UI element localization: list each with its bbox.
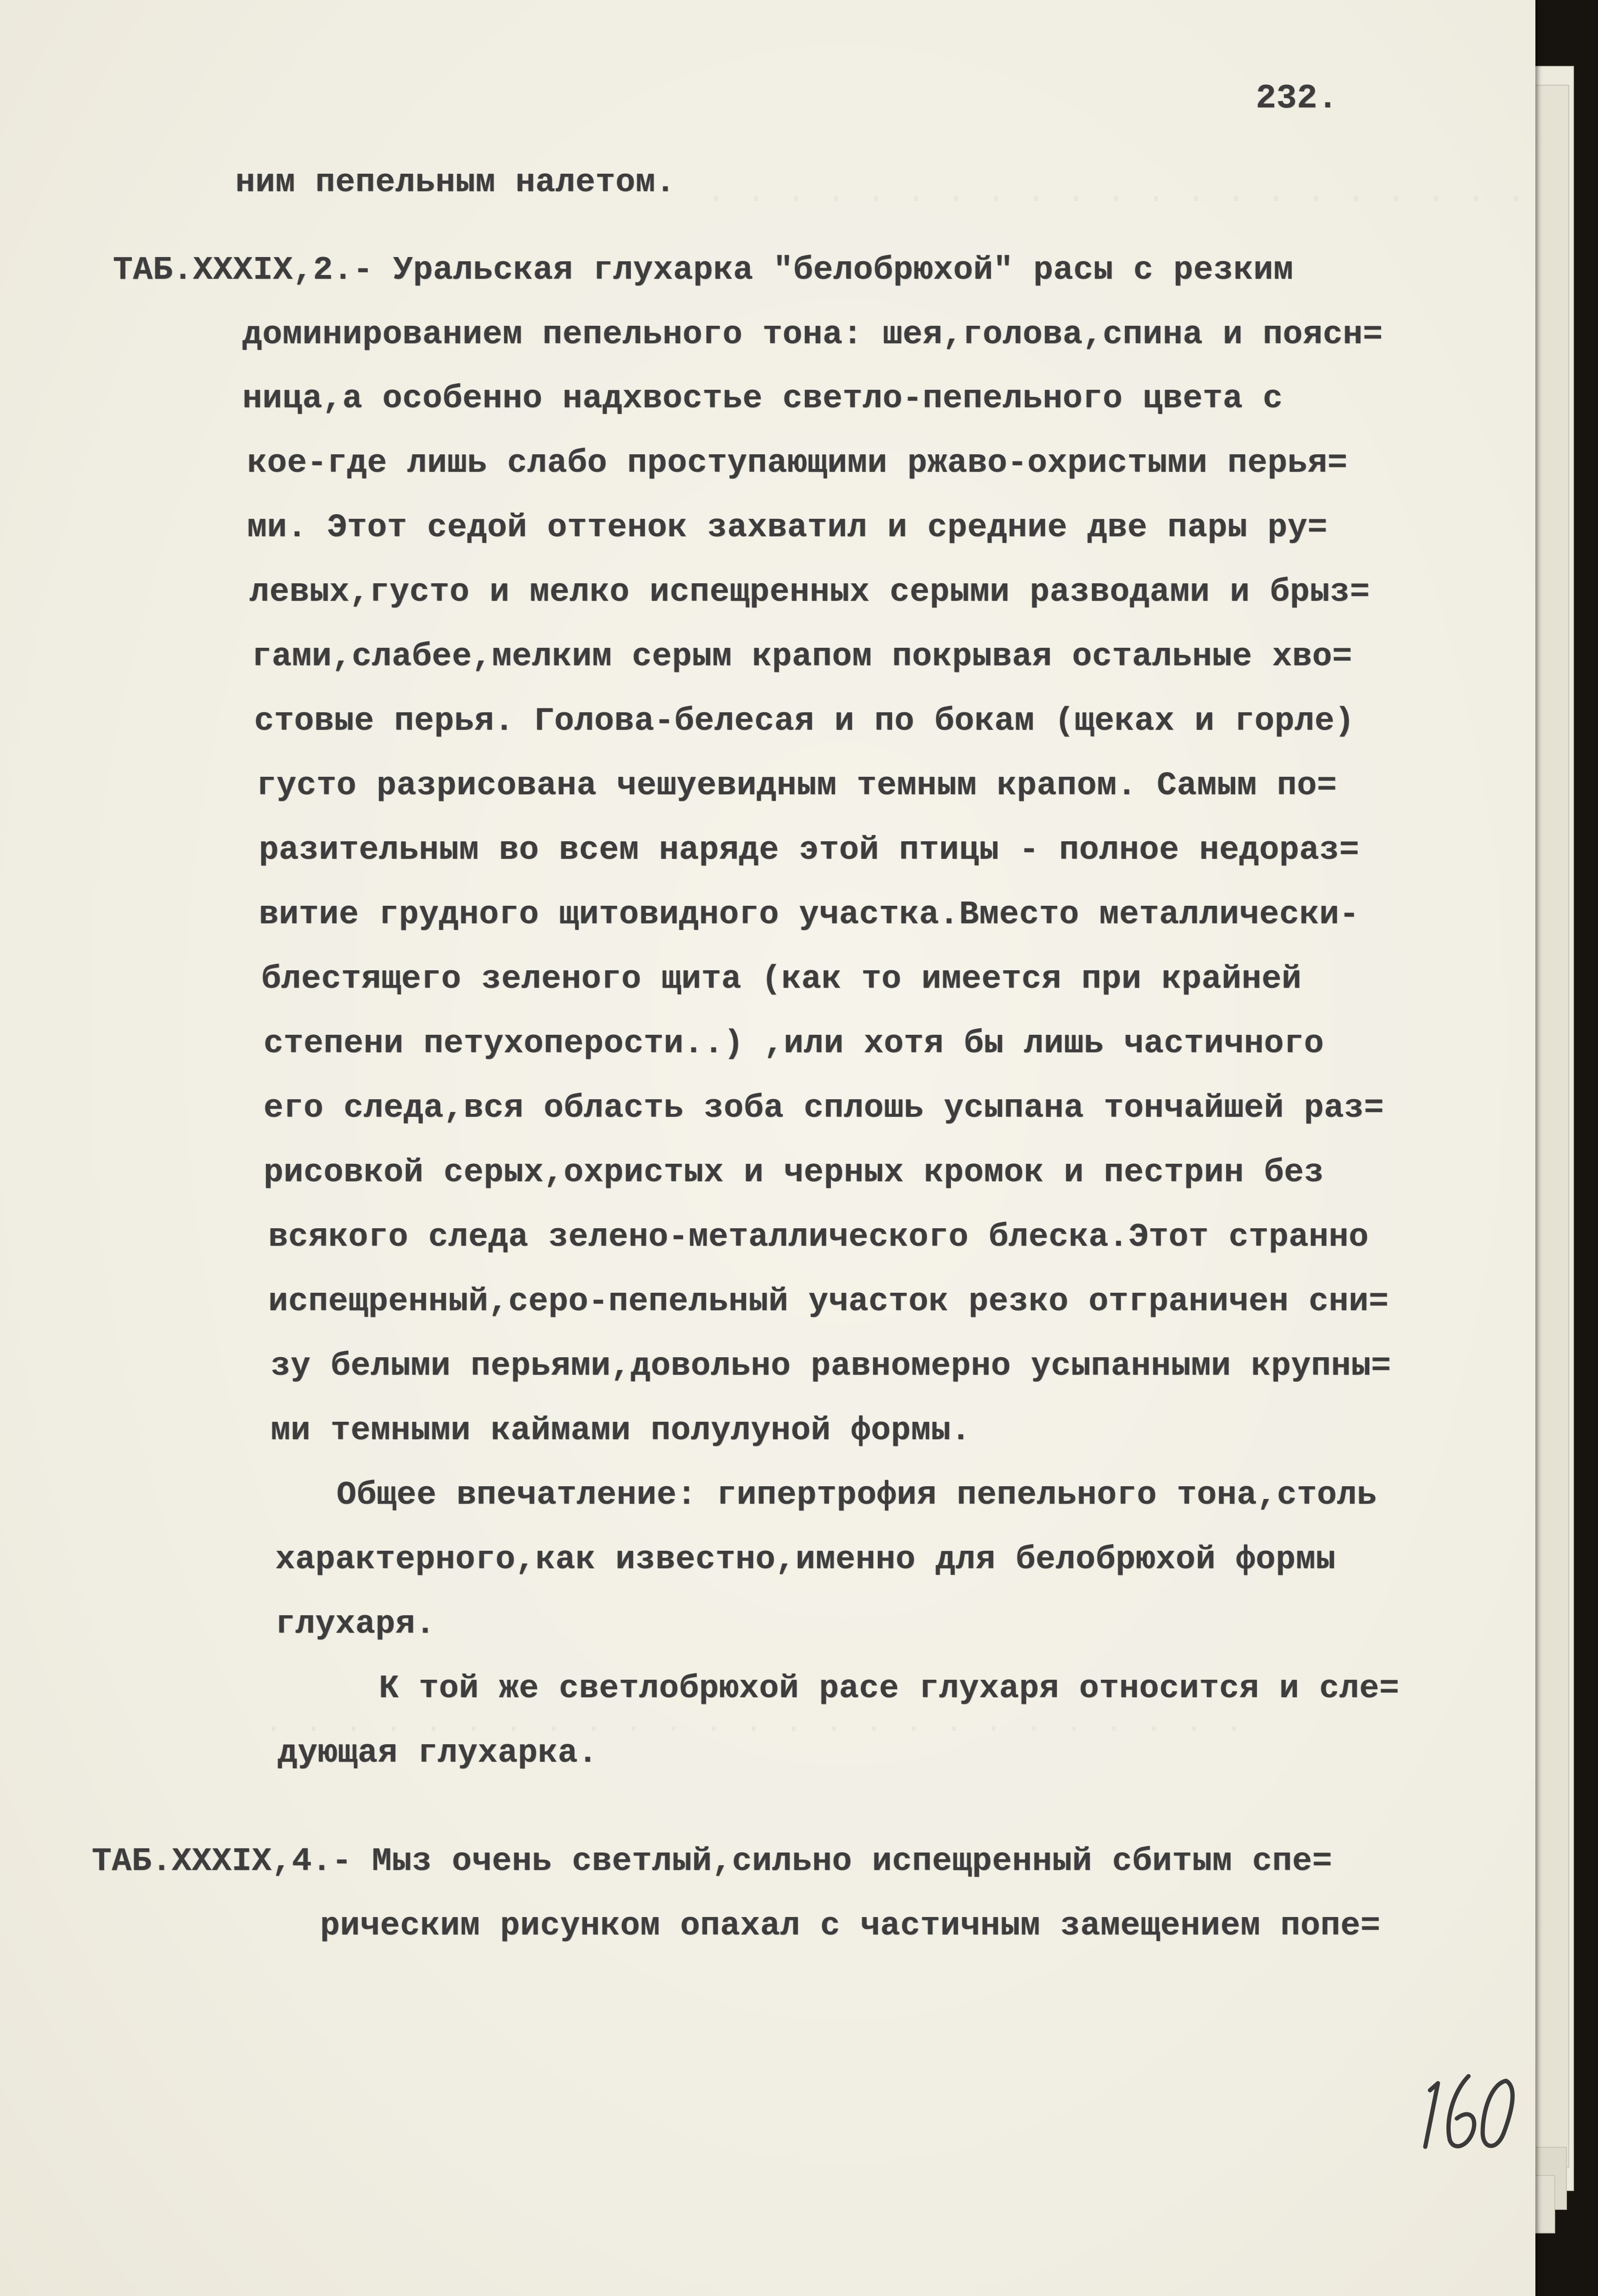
text-line: густо разрисована чешуевидным темным крапом. Самым по= xyxy=(257,767,1337,805)
text-line: испещренный,серо-пепельный участок резко отграничен сни= xyxy=(268,1283,1389,1321)
text-line: степени петухоперости..) ,или хотя бы лишь частичного xyxy=(264,1025,1324,1063)
archive-folio-number xyxy=(1412,2038,1534,2161)
text-line: ним пепельным налетом. xyxy=(235,164,676,201)
text-line: кое-где лишь слабо проступающими ржаво-охристыми перья= xyxy=(247,445,1348,482)
text-line: рическим рисунком опахал с частичным замещением попе= xyxy=(320,1908,1381,1945)
text-line: его следа,вся область зоба сплошь усыпана тончайшей раз= xyxy=(264,1090,1384,1127)
text-line: витие грудного щитовидного участка.Вместо металлически- xyxy=(259,896,1359,934)
page-number: 232. xyxy=(1256,79,1338,118)
text-line: рисовкой серых,охристых и черных кромок и пестрин без xyxy=(264,1154,1324,1192)
text-line: ми темными каймами полулуной формы. xyxy=(271,1412,971,1450)
text-line: характерного,как известно,именно для белобрюхой формы xyxy=(275,1541,1336,1579)
text-line: стовые перья. Голова-белесая и по бокам (щеках и горле) xyxy=(254,703,1355,740)
text-line: доминированием пепельного тона: шея,голова,спина и поясн= xyxy=(242,316,1383,354)
show-through-text: . . . . . . . . . . . . . . . . . . . . . xyxy=(706,174,1526,211)
text-line: Общее впечатление: гипертрофия пепельного тона,столь xyxy=(337,1477,1377,1514)
text-line: К той же светлобрюхой расе глухаря относится и сле= xyxy=(379,1670,1399,1708)
text-line: ТАБ.XXXIX,2.- Уральская глухарка "белобрюхой" расы с резким xyxy=(113,252,1293,289)
show-through-text: . . . . . . . . . . . . . . . . . . . . . . . . . xyxy=(264,1704,1244,1741)
text-line: всякого следа зелено-металлического блеска.Этот странно xyxy=(268,1219,1369,1256)
text-line: зу белыми перьями,довольно равномерно усыпанными крупны= xyxy=(271,1348,1391,1385)
text-line: ница,а особенно надхвостье светло-пепельного цвета с xyxy=(242,380,1283,418)
text-line: дующая глухарка. xyxy=(278,1735,598,1772)
text-line: глухаря. xyxy=(275,1606,436,1643)
text-line: ми. Этот седой оттенок захватил и средние две пары ру= xyxy=(247,509,1328,547)
text-line: разительным во всем наряде этой птицы - полное недораз= xyxy=(259,832,1359,869)
text-line: гами,слабее,мелким серым крапом покрывая остальные хво= xyxy=(252,638,1352,676)
text-line: левых,густо и мелко испещренных серыми разводами и брыз= xyxy=(249,574,1370,611)
text-line: ТАБ.XXXIX,4.- Мыз очень светлый,сильно испещренный сбитым спе= xyxy=(92,1843,1333,1880)
text-line: блестящего зеленого щита (как то имеется при крайней xyxy=(261,961,1302,998)
